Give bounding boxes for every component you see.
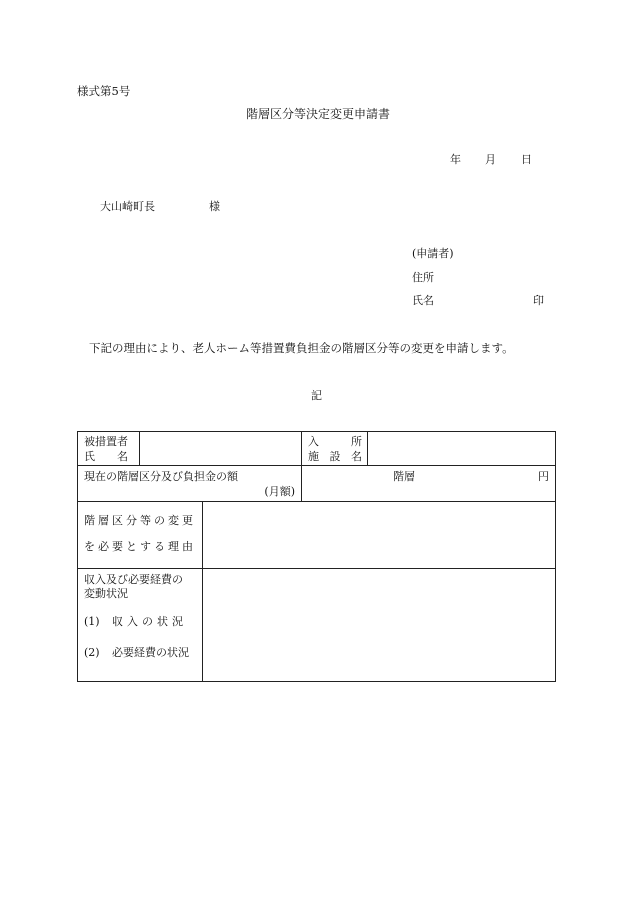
reason-label-line1 <box>84 515 197 526</box>
facility-label-char2: 所 <box>351 435 362 448</box>
person-name-label-cell <box>78 432 140 466</box>
current-level-value-cell[interactable] <box>302 466 556 502</box>
facility-name-value-cell[interactable] <box>368 432 556 466</box>
reason-label-cell <box>78 502 203 568</box>
monthly-amount-label: (月額) <box>264 485 295 499</box>
body-text: 下記の理由により、老人ホーム等措置費負担金の階層区分等の変更を申請します。 <box>89 341 514 355</box>
applicant-address-label: 住所 <box>412 271 434 284</box>
income-label-line2: 変動状況 <box>84 586 128 600</box>
addressee-name: 大山崎町長 <box>100 200 155 213</box>
person-name-label-line1: 被措置者 <box>84 435 128 448</box>
income-item-2-number: (2) <box>84 645 100 659</box>
seal-mark: 印 <box>533 294 544 307</box>
current-level-label-cell <box>78 466 302 502</box>
level-unit-label: 階層 <box>393 470 415 484</box>
date-month-label: 月 <box>485 153 496 166</box>
form-number: 様式第5号 <box>77 84 131 98</box>
facility-label-char5: 名 <box>351 450 362 463</box>
yen-unit-label: 円 <box>538 470 549 484</box>
person-name-value-cell[interactable] <box>140 432 302 466</box>
income-label-line1: 収入及び必要経費の <box>84 572 183 586</box>
applicant-name-label: 氏名 <box>412 294 434 307</box>
application-table <box>77 431 556 682</box>
facility-label-char1: 入 <box>308 435 319 448</box>
income-item-2-text: 必要経費の状況 <box>112 645 189 659</box>
reason-label-line1-text: 階層区分等の変更 <box>84 514 196 528</box>
income-label-cell <box>78 568 203 681</box>
facility-label-char4: 設 <box>329 450 341 463</box>
document-title: 階層区分等決定変更申請書 <box>246 107 391 121</box>
reason-label-line2 <box>84 541 197 552</box>
reason-label-line2-text: を必要とする理由 <box>84 540 196 554</box>
date-day-label: 日 <box>521 153 532 166</box>
income-value-cell[interactable] <box>203 568 556 681</box>
income-item-1-text: 収入の状況 <box>112 614 187 628</box>
person-name-label-char1: 氏 <box>84 450 95 463</box>
date-year-label: 年 <box>450 153 461 166</box>
person-name-label-char2: 名 <box>117 450 128 463</box>
addressee-honorific: 様 <box>209 200 220 213</box>
current-level-label: 現在の階層区分及び負担金の額 <box>84 470 238 484</box>
ki-heading: 記 <box>311 389 322 402</box>
income-item-1-number: (1) <box>84 614 100 628</box>
applicant-label: (申請者) <box>412 247 454 260</box>
facility-name-label-cell <box>302 432 368 466</box>
reason-value-cell[interactable] <box>203 502 556 568</box>
facility-label-char3: 施 <box>308 450 319 463</box>
